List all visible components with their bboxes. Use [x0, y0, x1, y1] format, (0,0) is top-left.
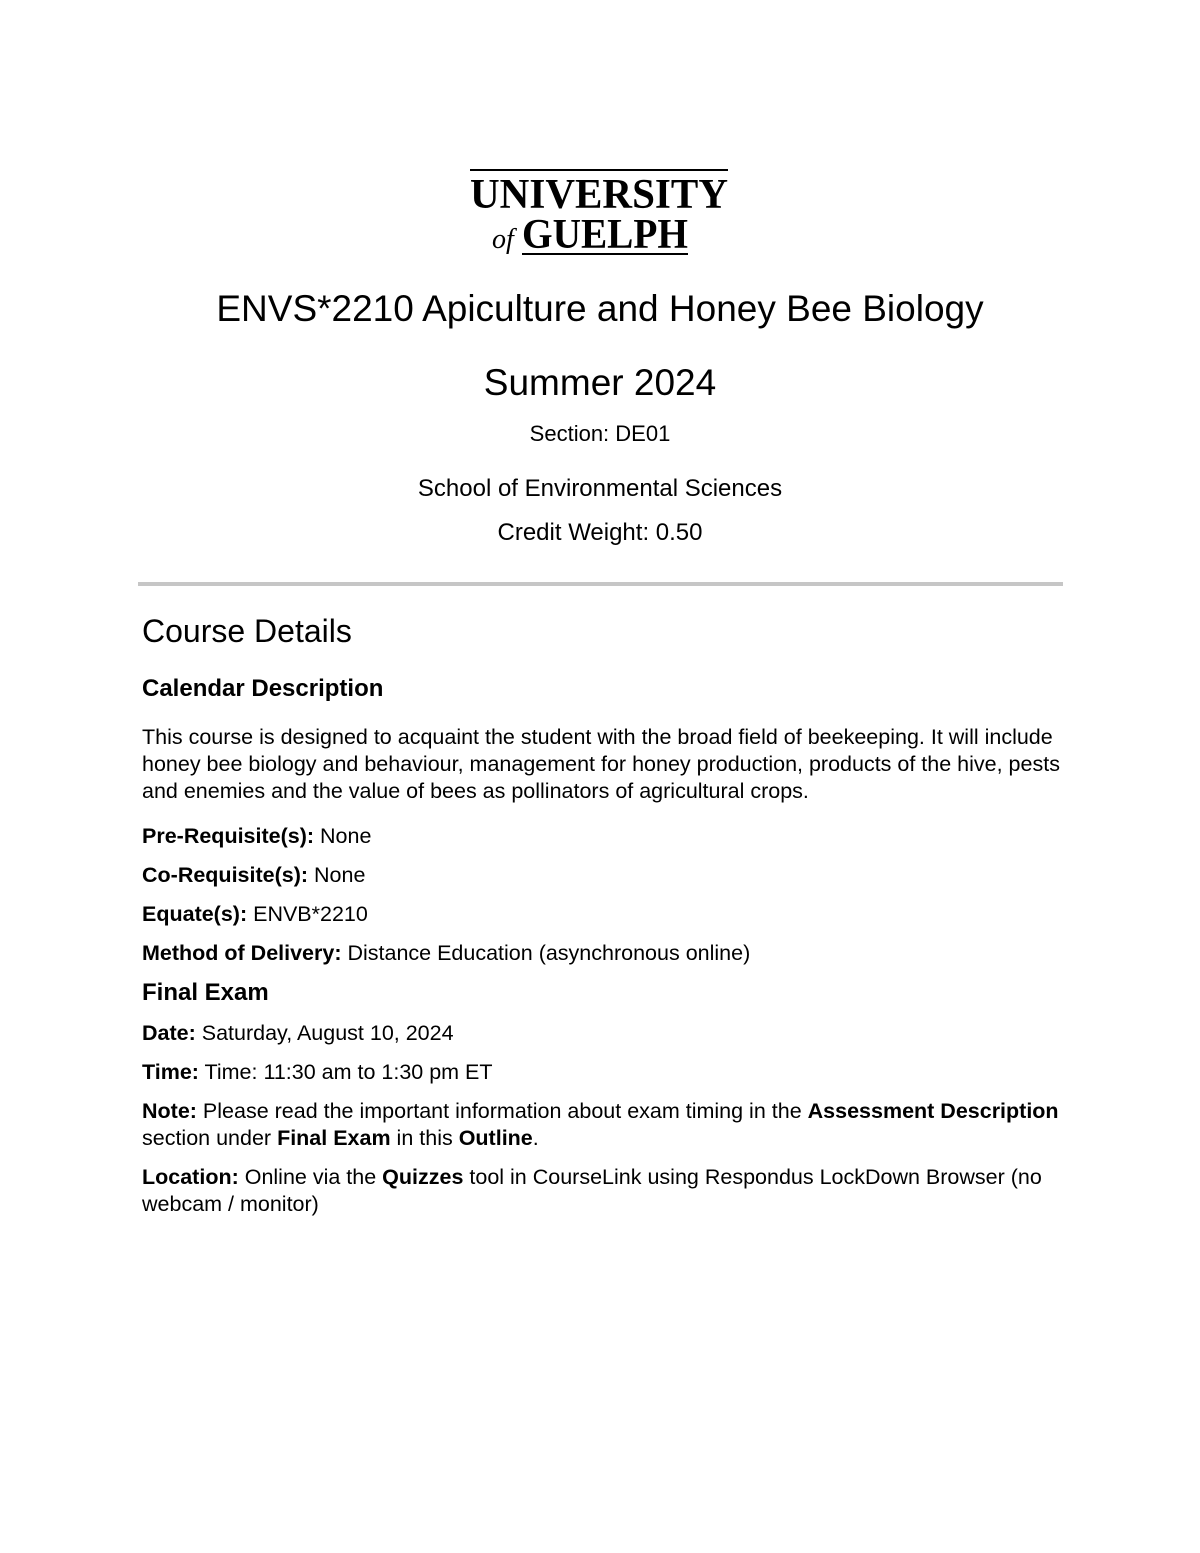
exam-note-text2: section under	[142, 1126, 278, 1150]
equate-label: Equate(s):	[142, 902, 248, 926]
exam-time	[142, 1059, 1072, 1086]
exam-note-text4: .	[532, 1126, 539, 1150]
exam-note-text3: in this	[390, 1126, 459, 1150]
logo-of: of	[492, 224, 514, 255]
term: Summer 2024	[483, 362, 717, 403]
exam-time-label: Time:	[142, 1060, 199, 1084]
section: Section: DE01	[529, 421, 671, 446]
final-exam-heading: Final Exam	[142, 979, 269, 1006]
exam-location	[142, 1164, 1072, 1218]
exam-date-label: Date:	[142, 1021, 196, 1045]
exam-note-bold3: Outline	[458, 1126, 533, 1150]
exam-location-label: Location:	[142, 1165, 239, 1189]
delivery-value: Distance Education (asynchronous online)	[341, 941, 751, 965]
logo-line2: GUELPH	[522, 212, 688, 258]
equates	[142, 901, 1072, 928]
calendar-description: This course is designed to acquaint the student with the broad field of beekeeping. It will include honey bee biology and behaviour, management for honey production, products of the hive, pests and enemies and the value of bees as pollinators of agricultural crops.	[142, 725, 1060, 803]
prereq-value: None	[314, 824, 372, 848]
logo-line1: UNIVERSITY	[470, 172, 728, 218]
exam-location-bold: Quizzes	[382, 1165, 464, 1189]
exam-location-text2: tool in CourseLink using Respondus LockDown Browser (no webcam / monitor)	[142, 1165, 1042, 1216]
course-title: ENVS*2210 Apiculture and Honey Bee Biology	[216, 288, 984, 329]
school: School of Environmental Sciences	[417, 475, 783, 502]
exam-date-value: Saturday, August 10, 2024	[195, 1021, 454, 1045]
divider	[138, 582, 1063, 586]
exam-location-text1: Online via the	[238, 1165, 383, 1189]
exam-date	[142, 1020, 1072, 1047]
prerequisites	[142, 823, 1072, 850]
course-details-section	[142, 610, 1072, 1230]
corequisites	[142, 862, 1072, 889]
delivery-label: Method of Delivery:	[142, 941, 342, 965]
method-of-delivery	[142, 940, 1072, 967]
calendar-description-heading: Calendar Description	[142, 675, 384, 702]
exam-note-bold1: Assessment Description	[807, 1099, 1059, 1123]
equate-value: ENVB*2210	[247, 902, 368, 926]
exam-note-bold2: Final Exam	[277, 1126, 391, 1150]
exam-note-text1: Please read the important information about exam timing in the	[196, 1099, 808, 1123]
coreq-value: None	[308, 863, 366, 887]
prereq-label: Pre-Requisite(s):	[142, 824, 315, 848]
credit-weight: Credit Weight: 0.50	[497, 519, 703, 546]
exam-note-label: Note:	[142, 1099, 197, 1123]
exam-time-value: Time: 11:30 am to 1:30 pm ET	[198, 1060, 493, 1084]
coreq-label: Co-Requisite(s):	[142, 863, 309, 887]
course-details-heading: Course Details	[142, 613, 352, 649]
logo-graphic	[470, 168, 730, 260]
exam-note	[142, 1098, 1072, 1152]
university-of-guelph-logo	[470, 168, 730, 260]
